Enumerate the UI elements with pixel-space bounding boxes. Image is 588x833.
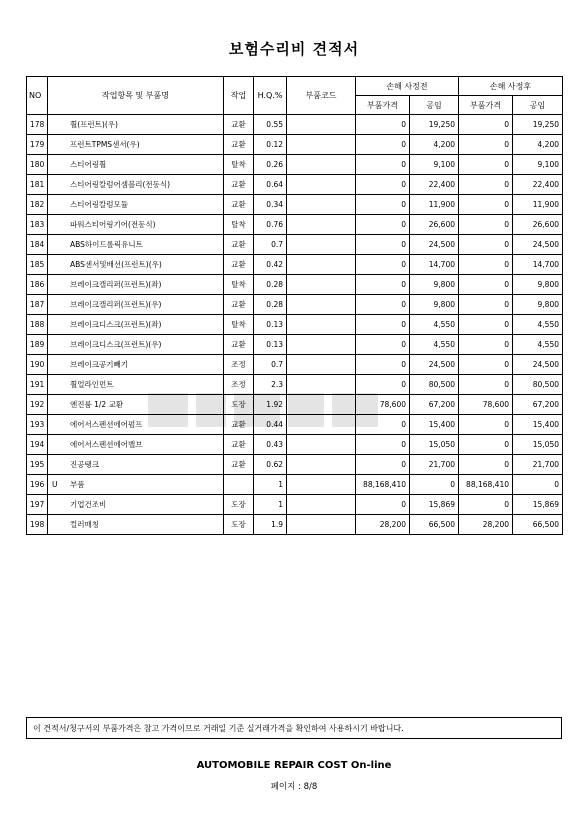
row-no: 197 xyxy=(27,495,48,515)
row-after-part-price: 0 xyxy=(459,315,513,335)
row-item-label: 스티어링칼럼모듈 xyxy=(70,200,128,209)
table-row xyxy=(27,415,563,435)
row-part-code xyxy=(287,515,356,535)
header-hq: H.Q.% xyxy=(254,77,287,115)
row-part-code xyxy=(287,235,356,255)
row-no: 191 xyxy=(27,375,48,395)
row-hq: 0.76 xyxy=(254,215,287,235)
row-before-part-price: 0 xyxy=(356,455,410,475)
row-no: 182 xyxy=(27,195,48,215)
row-after-labor: 11,900 xyxy=(513,195,563,215)
row-part-code xyxy=(287,175,356,195)
table-row xyxy=(27,355,563,375)
row-before-labor: 26,600 xyxy=(410,215,459,235)
row-before-labor: 24,500 xyxy=(410,355,459,375)
table-row xyxy=(27,155,563,175)
row-hq: 0.42 xyxy=(254,255,287,275)
row-hq: 0.26 xyxy=(254,155,287,175)
row-after-labor: 9,800 xyxy=(513,295,563,315)
row-item-name xyxy=(48,495,224,515)
row-item-label: 엔진룸 1/2 교환 xyxy=(70,400,124,409)
row-item-label: 휠(프런트)(우) xyxy=(70,120,118,129)
row-item-name xyxy=(48,195,224,215)
table-header xyxy=(27,77,563,115)
row-work-type: 교환 xyxy=(224,295,254,315)
row-after-part-price: 0 xyxy=(459,495,513,515)
header-code: 부품코드 xyxy=(287,77,356,115)
row-part-code xyxy=(287,115,356,135)
row-work-type: 도장 xyxy=(224,515,254,535)
row-no: 181 xyxy=(27,175,48,195)
table-row xyxy=(27,255,563,275)
row-item-label: 프런트TPMS센서(우) xyxy=(70,140,140,149)
row-before-part-price: 0 xyxy=(356,295,410,315)
row-before-part-price: 0 xyxy=(356,355,410,375)
row-hq: 0.12 xyxy=(254,135,287,155)
table-row xyxy=(27,335,563,355)
row-after-part-price: 0 xyxy=(459,215,513,235)
row-after-part-price: 0 xyxy=(459,255,513,275)
table-row xyxy=(27,115,563,135)
header-before-part: 부품가격 xyxy=(356,96,410,115)
row-after-part-price: 0 xyxy=(459,175,513,195)
row-before-labor: 15,869 xyxy=(410,495,459,515)
header-before-labor: 공임 xyxy=(410,96,459,115)
row-item-name xyxy=(48,315,224,335)
row-before-part-price: 78,600 xyxy=(356,395,410,415)
row-part-code xyxy=(287,135,356,155)
row-work-type: 교환 xyxy=(224,135,254,155)
row-before-labor: 19,250 xyxy=(410,115,459,135)
row-after-part-price: 0 xyxy=(459,435,513,455)
row-after-labor: 26,600 xyxy=(513,215,563,235)
row-after-labor: 4,550 xyxy=(513,315,563,335)
row-before-part-price: 0 xyxy=(356,155,410,175)
table-row xyxy=(27,215,563,235)
row-before-part-price: 0 xyxy=(356,435,410,455)
row-part-code xyxy=(287,195,356,215)
row-unit-flag: U xyxy=(52,480,58,489)
row-work-type: 교환 xyxy=(224,255,254,275)
row-hq: 1.9 xyxy=(254,515,287,535)
row-no: 195 xyxy=(27,455,48,475)
row-item-label: 부품 xyxy=(70,480,85,489)
row-hq: 2.3 xyxy=(254,375,287,395)
row-before-labor: 9,100 xyxy=(410,155,459,175)
row-after-labor: 21,700 xyxy=(513,455,563,475)
row-item-name xyxy=(48,175,224,195)
row-no: 189 xyxy=(27,335,48,355)
row-part-code xyxy=(287,415,356,435)
row-work-type: 교환 xyxy=(224,195,254,215)
row-item-name xyxy=(48,455,224,475)
row-no: 187 xyxy=(27,295,48,315)
row-part-code xyxy=(287,295,356,315)
row-hq: 0.7 xyxy=(254,235,287,255)
row-hq: 0.7 xyxy=(254,355,287,375)
row-item-label: 에어서스펜션에어밸브 xyxy=(70,440,143,449)
row-item-label: 브레이크디스크(프런트)(우) xyxy=(70,340,162,349)
row-after-part-price: 0 xyxy=(459,195,513,215)
row-before-part-price: 0 xyxy=(356,135,410,155)
document-title: 보험수리비 견적서 xyxy=(228,40,360,58)
table-row xyxy=(27,195,563,215)
row-after-part-price: 0 xyxy=(459,375,513,395)
table-body xyxy=(27,115,563,535)
row-item-name xyxy=(48,115,224,135)
row-part-code xyxy=(287,435,356,455)
row-after-labor: 80,500 xyxy=(513,375,563,395)
row-before-part-price: 28,200 xyxy=(356,515,410,535)
row-before-labor: 11,900 xyxy=(410,195,459,215)
row-work-type: 탈착 xyxy=(224,215,254,235)
row-hq: 0.28 xyxy=(254,295,287,315)
row-item-label: 에어서스펜션에어펌프 xyxy=(70,420,143,429)
header-after: 손해 사정후 xyxy=(459,77,563,96)
row-before-part-price: 0 xyxy=(356,375,410,395)
row-before-labor: 4,200 xyxy=(410,135,459,155)
row-part-code xyxy=(287,395,356,415)
row-hq: 0.55 xyxy=(254,115,287,135)
row-item-name xyxy=(48,335,224,355)
row-work-type: 탈착 xyxy=(224,275,254,295)
row-after-part-price: 0 xyxy=(459,415,513,435)
row-after-part-price: 0 xyxy=(459,135,513,155)
row-work-type: 교환 xyxy=(224,235,254,255)
row-item-label: 컬러매칭 xyxy=(70,520,99,529)
header-work: 작업 xyxy=(224,77,254,115)
row-item-label: 브레이크공기빼기 xyxy=(70,360,128,369)
row-item-name xyxy=(48,415,224,435)
row-work-type: 조정 xyxy=(224,355,254,375)
row-after-labor: 24,500 xyxy=(513,235,563,255)
row-hq: 0.13 xyxy=(254,335,287,355)
row-after-part-price: 0 xyxy=(459,335,513,355)
row-after-labor: 67,200 xyxy=(513,395,563,415)
row-item-label: 파워스티어링기어(전동식) xyxy=(70,220,156,229)
row-hq: 0.28 xyxy=(254,275,287,295)
table-row xyxy=(27,175,563,195)
row-work-type: 도장 xyxy=(224,395,254,415)
row-before-part-price: 0 xyxy=(356,115,410,135)
row-after-part-price: 0 xyxy=(459,115,513,135)
row-before-labor: 66,500 xyxy=(410,515,459,535)
row-no: 184 xyxy=(27,235,48,255)
row-work-type: 교환 xyxy=(224,435,254,455)
row-item-name xyxy=(48,155,224,175)
row-before-part-price: 0 xyxy=(356,215,410,235)
row-after-part-price: 0 xyxy=(459,155,513,175)
row-hq: 0.64 xyxy=(254,175,287,195)
header-after-part: 부품가격 xyxy=(459,96,513,115)
table-row xyxy=(27,375,563,395)
row-after-labor: 4,200 xyxy=(513,135,563,155)
row-work-type: 탈착 xyxy=(224,155,254,175)
row-before-labor: 15,050 xyxy=(410,435,459,455)
row-no: 183 xyxy=(27,215,48,235)
row-hq: 1 xyxy=(254,495,287,515)
row-item-label: ABS하이드롤릭유니트 xyxy=(70,240,143,249)
estimate-table xyxy=(26,76,563,535)
row-after-labor: 19,250 xyxy=(513,115,563,135)
row-before-labor: 67,200 xyxy=(410,395,459,415)
row-before-labor: 9,800 xyxy=(410,275,459,295)
row-before-part-price: 0 xyxy=(356,175,410,195)
row-item-name xyxy=(48,135,224,155)
row-item-name xyxy=(48,475,224,495)
row-no: 193 xyxy=(27,415,48,435)
header-after-labor: 공임 xyxy=(513,96,563,115)
row-no: 194 xyxy=(27,435,48,455)
row-part-code xyxy=(287,275,356,295)
row-no: 179 xyxy=(27,135,48,155)
row-part-code xyxy=(287,255,356,275)
row-before-part-price: 0 xyxy=(356,235,410,255)
row-item-label: 기업건조비 xyxy=(70,500,107,509)
row-work-type: 탈착 xyxy=(224,315,254,335)
row-no: 186 xyxy=(27,275,48,295)
row-item-label: 휠얼라인먼트 xyxy=(70,380,114,389)
row-before-part-price: 0 xyxy=(356,275,410,295)
row-after-labor: 66,500 xyxy=(513,515,563,535)
row-item-name xyxy=(48,215,224,235)
row-before-labor: 22,400 xyxy=(410,175,459,195)
row-no: 192 xyxy=(27,395,48,415)
row-after-labor: 9,800 xyxy=(513,275,563,295)
row-before-part-price: 0 xyxy=(356,255,410,275)
table-row xyxy=(27,275,563,295)
row-part-code xyxy=(287,375,356,395)
row-before-labor: 4,550 xyxy=(410,335,459,355)
row-work-type: 조정 xyxy=(224,375,254,395)
row-hq: 1.92 xyxy=(254,395,287,415)
row-item-name xyxy=(48,255,224,275)
row-before-labor: 4,550 xyxy=(410,315,459,335)
row-after-part-price: 88,168,410 xyxy=(459,475,513,495)
row-before-labor: 21,700 xyxy=(410,455,459,475)
row-item-label: 브레이크캘리퍼(프런트)(우) xyxy=(70,300,162,309)
row-item-name xyxy=(48,395,224,415)
row-part-code xyxy=(287,315,356,335)
row-before-labor: 9,800 xyxy=(410,295,459,315)
row-hq: 1 xyxy=(254,475,287,495)
notice-box: 이 견적서/청구서의 부품가격은 참고 가격이므로 거래일 기준 실거래가격을 확인하여 사용하시기 바랍니다. xyxy=(26,717,562,739)
row-before-part-price: 0 xyxy=(356,415,410,435)
row-after-part-price: 0 xyxy=(459,275,513,295)
row-item-name xyxy=(48,515,224,535)
row-item-name xyxy=(48,435,224,455)
row-work-type: 교환 xyxy=(224,415,254,435)
row-part-code xyxy=(287,495,356,515)
row-after-labor: 15,869 xyxy=(513,495,563,515)
row-item-name xyxy=(48,275,224,295)
row-work-type: 도장 xyxy=(224,495,254,515)
row-item-label: ABS센서및배선(프런트)(우) xyxy=(70,260,162,269)
row-after-part-price: 78,600 xyxy=(459,395,513,415)
row-before-part-price: 0 xyxy=(356,195,410,215)
row-after-labor: 4,550 xyxy=(513,335,563,355)
row-work-type: 교환 xyxy=(224,115,254,135)
row-work-type xyxy=(224,475,254,495)
row-work-type: 교환 xyxy=(224,455,254,475)
row-work-type: 교환 xyxy=(224,175,254,195)
row-part-code xyxy=(287,215,356,235)
row-hq: 0.44 xyxy=(254,415,287,435)
table-row xyxy=(27,455,563,475)
row-hq: 0.34 xyxy=(254,195,287,215)
row-after-labor: 0 xyxy=(513,475,563,495)
row-no: 198 xyxy=(27,515,48,535)
row-no: 190 xyxy=(27,355,48,375)
row-after-labor: 9,100 xyxy=(513,155,563,175)
row-no: 180 xyxy=(27,155,48,175)
row-after-labor: 15,400 xyxy=(513,415,563,435)
row-item-name xyxy=(48,295,224,315)
row-part-code xyxy=(287,455,356,475)
table-row xyxy=(27,475,563,495)
row-no: 185 xyxy=(27,255,48,275)
row-hq: 0.43 xyxy=(254,435,287,455)
table-row xyxy=(27,435,563,455)
row-after-part-price: 0 xyxy=(459,295,513,315)
row-after-labor: 14,700 xyxy=(513,255,563,275)
row-item-name xyxy=(48,355,224,375)
row-before-part-price: 0 xyxy=(356,315,410,335)
table-row xyxy=(27,235,563,255)
footer-brand: AUTOMOBILE REPAIR COST On-line xyxy=(196,760,392,771)
row-before-labor: 14,700 xyxy=(410,255,459,275)
page-indicator: 페이지 : 8/8 xyxy=(270,782,318,792)
table-row xyxy=(27,515,563,535)
row-after-labor: 15,050 xyxy=(513,435,563,455)
row-no: 178 xyxy=(27,115,48,135)
header-item: 작업항목 및 부품명 xyxy=(48,77,224,115)
row-no: 196 xyxy=(27,475,48,495)
row-item-name xyxy=(48,235,224,255)
row-item-label: 브레이크캘리퍼(프런트)(좌) xyxy=(70,280,162,289)
row-before-labor: 80,500 xyxy=(410,375,459,395)
row-part-code xyxy=(287,155,356,175)
table-row xyxy=(27,495,563,515)
table-row xyxy=(27,395,563,415)
row-after-labor: 22,400 xyxy=(513,175,563,195)
table-row xyxy=(27,315,563,335)
row-hq: 0.13 xyxy=(254,315,287,335)
row-before-labor: 24,500 xyxy=(410,235,459,255)
row-work-type: 교환 xyxy=(224,335,254,355)
row-before-part-price: 0 xyxy=(356,495,410,515)
row-part-code xyxy=(287,475,356,495)
row-before-part-price: 0 xyxy=(356,335,410,355)
header-before: 손해 사정전 xyxy=(356,77,459,96)
row-part-code xyxy=(287,355,356,375)
row-after-part-price: 0 xyxy=(459,235,513,255)
row-before-labor: 15,400 xyxy=(410,415,459,435)
row-before-part-price: 88,168,410 xyxy=(356,475,410,495)
row-part-code xyxy=(287,335,356,355)
row-after-part-price: 0 xyxy=(459,455,513,475)
row-after-labor: 24,500 xyxy=(513,355,563,375)
header-no: NO xyxy=(27,77,48,115)
row-no: 188 xyxy=(27,315,48,335)
row-after-part-price: 0 xyxy=(459,355,513,375)
table-row xyxy=(27,295,563,315)
row-after-part-price: 28,200 xyxy=(459,515,513,535)
row-item-label: 진공탱크 xyxy=(70,460,99,469)
row-item-name xyxy=(48,375,224,395)
row-item-label: 스티어링칼럼어셈블리(전동식) xyxy=(70,180,171,189)
table-row xyxy=(27,135,563,155)
row-before-labor: 0 xyxy=(410,475,459,495)
row-hq: 0.62 xyxy=(254,455,287,475)
row-item-label: 브레이크디스크(프런트)(좌) xyxy=(70,320,162,329)
row-item-label: 스티어링휠 xyxy=(70,160,107,169)
